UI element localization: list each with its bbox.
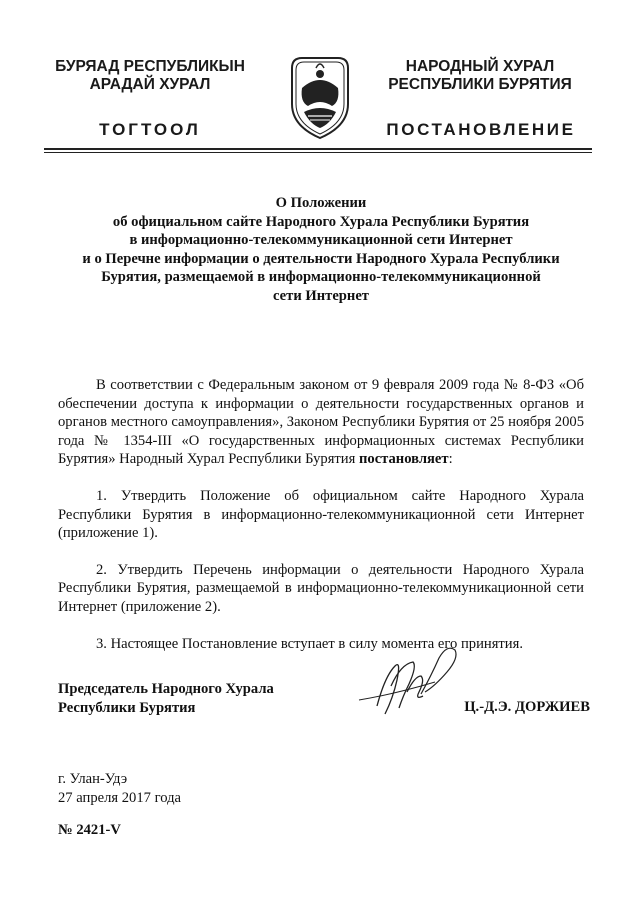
- title-line: об официальном сайте Народного Хурала Республики Бурятия: [112, 213, 530, 230]
- preamble-verb: постановляет: [358, 451, 449, 468]
- title-line: Бурятия, размещаемой в информационно-телекоммуникационной: [101, 269, 541, 286]
- header-left: [40, 58, 260, 94]
- place-and-date: [58, 770, 181, 807]
- item-1: 1. Утвердить Положение об официальном сайте Народного Хурала Республики Бурятия в информационно-телекоммуникационной сети Интернет (приложение 1).: [58, 487, 584, 542]
- date: 27 апреля 2017 года: [58, 789, 181, 806]
- preamble-paragraph: [58, 376, 584, 469]
- signatory-position-line1: Председатель Народного Хурала: [58, 681, 274, 697]
- preamble-end: :: [448, 451, 453, 468]
- doc-type-left: ТОГТООЛ: [99, 120, 201, 139]
- item-3: 3. Настоящее Постановление вступает в силу момента его принятия.: [96, 635, 523, 652]
- header-right-line2: РЕСПУБЛИКИ БУРЯТИЯ: [388, 76, 572, 93]
- emblem-icon: [286, 54, 354, 142]
- document-body: [58, 376, 584, 671]
- header-rule-thin: [44, 152, 592, 153]
- preamble-text: В соответствии с Федеральным законом от 9 февраля 2009 года № 8-ФЗ «Об обеспечении доступа к информации о деятельности государственных органов и органов местного самоуправления», Законом Республики Бурятия от 25 ноября 2005 года № 1354-III «О государственных информационных системах Республики Бурятия» Народный Хурал Республики Бурятия: [58, 377, 584, 468]
- header-right: [375, 58, 585, 94]
- title-line: и о Перечне информации о деятельности Народного Хурала Республики: [82, 250, 560, 267]
- header-right-line1: НАРОДНЫЙ ХУРАЛ: [405, 58, 555, 75]
- header-left-line1: БУРЯАД РЕСПУБЛИКЫН: [55, 58, 245, 75]
- header-rule-thick: [44, 148, 592, 150]
- signatory-position: [58, 680, 338, 717]
- item-2: 2. Утвердить Перечень информации о деятельности Народного Хурала Республики Бурятия, размещаемой в информационно-телекоммуникационной сети Интернет (приложение 2).: [58, 561, 584, 615]
- document-title: [40, 194, 602, 306]
- signatory-name: Ц.-Д.Э. ДОРЖИЕВ: [464, 699, 590, 715]
- doc-type-right: ПОСТАНОВЛЕНИЕ: [386, 120, 576, 139]
- title-line: сети Интернет: [273, 287, 369, 304]
- header-left-line2: АРАДАЙ ХУРАЛ: [89, 76, 211, 93]
- document-number: № 2421-V: [58, 822, 121, 838]
- signatory-position-line2: Республики Бурятия: [58, 699, 196, 716]
- place: г. Улан-Удэ: [58, 771, 128, 787]
- title-line: в информационно-телекоммуникационной сети Интернет: [129, 232, 513, 249]
- title-line: О Положении: [275, 195, 367, 211]
